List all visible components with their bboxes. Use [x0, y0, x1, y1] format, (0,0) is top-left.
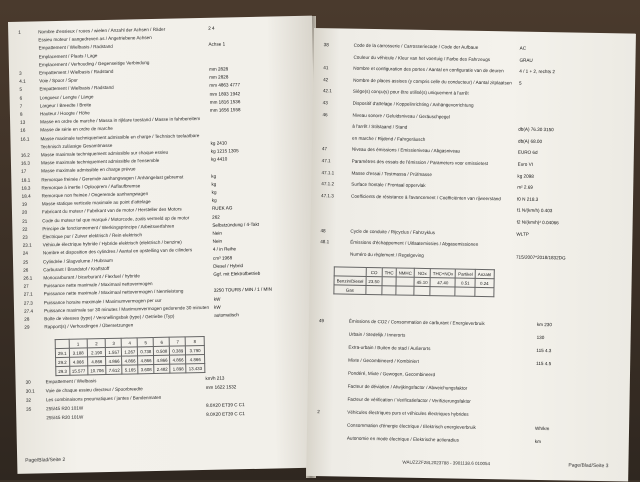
emission-header-cell: Anzahl [475, 269, 494, 278]
left-row-number: 5 [19, 87, 23, 93]
left-row-value: Nein [212, 238, 223, 244]
emission-cell: Benzin/Diesel [334, 276, 366, 286]
left-row-value: mm 2828 [209, 74, 229, 80]
right-row-number: 48.1 [320, 239, 330, 245]
gear-cell: 0.389 [170, 346, 186, 355]
left-row-label: Longueur / Lengte / Länge [39, 93, 94, 100]
left-row-value: 2 4 [208, 25, 215, 31]
emission-header-cell: NMHC [396, 268, 414, 277]
left-lower-row-value: 8.0X20 ET39 C C1 [206, 402, 245, 408]
left-row-value: 262 [212, 214, 220, 220]
left-footer: Page/Blad/Seite 2 [25, 456, 66, 464]
left-row-label: Remorque non freinée / Ongeremde aanhangwagen [41, 191, 149, 199]
left-row-value: mm 1816 1536 [209, 98, 241, 105]
left-lower-row-label: Empattement / Wielbasis [45, 378, 97, 385]
left-row-label: Masse maximale admissible en charge prévue [41, 166, 136, 174]
left-lower-row-label: Voie de chaque essieu directeur / Spoorbreedte [45, 386, 143, 394]
left-row-label: Nombre d'essieux / roues / wielen / Anzahl der Achsen / Räder [38, 26, 166, 35]
left-row-number: 23.1 [22, 242, 32, 248]
right-row-value: db(A) 68.00 [518, 138, 543, 144]
right-lower-row-value: km [534, 438, 541, 445]
gear-header-cell: 3 [106, 338, 122, 347]
gear-cell: 13.433 [186, 363, 205, 372]
left-row-number: 27.3 [23, 300, 33, 306]
gear-cell: 1.267 [122, 347, 138, 356]
gear-header-cell: 2 [87, 339, 106, 348]
left-row-value: kg [211, 181, 217, 187]
gear-ratio-table [55, 336, 206, 376]
left-row-number: 18.4 [21, 193, 31, 199]
left-row-label: Code du moteur tel que marqué / Motorcode, zoals vermeld op de motor [42, 214, 190, 223]
right-row-label: Coefficients de résistance à l'avancement / Coëfficiënten van rijweerstand [351, 193, 501, 202]
left-row-label: Monocarburant / bicarburant / Flexfuel / hybride [43, 273, 140, 281]
left-row-value: kg 2410 [210, 140, 227, 146]
gear-cell: 4.866 [69, 357, 88, 366]
left-row-number: 26 [23, 267, 29, 273]
right-row-value: 5 [519, 80, 522, 86]
left-row-label: Cylindrée / Slagvolume / Hubraum [42, 257, 114, 264]
left-row-label: Puissance maximale sur 30 minutes / Maximumvermogen gedurende 30 minuten [43, 304, 210, 314]
left-row-label: Carburant / Brandstof / Kraftstoff [43, 265, 110, 273]
left-row-label: Remorque freinée / Geremde aanhangwagen / Anhängelast gebremst [41, 173, 184, 182]
left-row-value: mm 2828 [208, 66, 229, 72]
gear-cell: 3.608 [138, 365, 154, 374]
left-row-label: Largeur / Breedte / Breite [39, 102, 92, 109]
right-row-number: 42 [323, 76, 329, 83]
right-row-label: Émissions d'échappement / Uitlaatemissies / Abgasemissionen [350, 239, 479, 248]
gear-cell: 29.1 [55, 348, 69, 357]
emission-cell [382, 286, 396, 295]
emission-cell [430, 287, 456, 296]
right-lower-row-number: 49 [318, 318, 325, 324]
left-row-number: 16.1 [20, 136, 30, 142]
left-lower-row-number: 35 [26, 406, 32, 412]
emission-cell: 0.51 [455, 278, 475, 287]
emission-cell [414, 286, 430, 295]
left-row-label: Hauteur / Hoogte / Höhe [39, 110, 90, 117]
right-lower-row-value: km 230 [536, 321, 552, 328]
left-row-number: 21 [22, 218, 28, 224]
left-row-label: Empattement / Wielbasis / Radstand [39, 68, 114, 76]
emission-cell [455, 287, 475, 296]
emission-cell [475, 287, 494, 296]
emission-header-cell: THC+NOx [430, 269, 456, 278]
right-row-number: 47 [321, 146, 328, 152]
left-lower-row-value: mm 1622 1532 [205, 384, 237, 390]
left-row-number: 27.1 [23, 291, 33, 298]
left-row-value: kg [211, 189, 217, 195]
right-lower-row-label: Pondéré, Mixte / Gewogen, Gecombineerd [347, 370, 436, 378]
right-row-label: Niveau sonore / Geluidsniveau / Geräuschpegel [352, 112, 451, 119]
emission-cell: 47.40 [430, 278, 456, 287]
left-row-label: Emplacement / Plaats / Lage [38, 52, 98, 59]
right-lower-row-value: 115 4.3 [536, 347, 552, 354]
left-row-number: 18.3 [21, 185, 31, 191]
right-row-label: Siège(s) conçu(s) pour être utilisé(s) uniquement à l'arrêt [352, 89, 469, 97]
emission-cell: 23.50 [366, 276, 382, 285]
right-lower-row-label: Mixte / Gecombineerd / Kombiniert [348, 357, 419, 364]
right-row-label: Paramètres des essais de l'émission / Parameters voor emissietest [351, 158, 489, 167]
left-row-label: Voie / Spoor / Spur [39, 77, 78, 84]
left-row-label: Emplacement / Verhouding / Gegenseitige Verbindung [38, 59, 150, 68]
emission-table-row [334, 285, 494, 297]
left-row-number: 28 [24, 316, 30, 322]
gear-cell: 4.866 [170, 355, 186, 364]
left-page [8, 16, 321, 474]
gear-cell: 15.577 [69, 366, 88, 375]
left-row-value: Nein [212, 230, 222, 236]
left-row-number: 27 [23, 283, 29, 289]
left-row-label: Essieu moteur / aangedreven as / Angetriebene Achsen [38, 35, 152, 43]
emission-cell: Gas [334, 285, 366, 295]
left-row-label: Masse statique verticale maximale au point d'attelage [41, 199, 151, 207]
left-row-label: Nombre et disposition des cylindres / Aantal en opstelling van de cilinders [42, 247, 193, 256]
right-row-value: f1 N/(km/h) 0.403 [516, 207, 553, 214]
left-lower-row-label: 255/45 R20 101W [46, 405, 84, 412]
emission-cell: 45.10 [414, 277, 430, 286]
gear-cell: 3.790 [186, 345, 205, 354]
left-row-label: Masse maximale techniquement admissible sur chaque essieu [40, 149, 169, 158]
left-row-label: Masse en ordre de marche / Massa in rijklare toestand / Masse in fahrbereitem [40, 116, 201, 125]
left-row-value: mm 4863 4777 [209, 82, 241, 89]
left-row-value: kg 4410 [210, 156, 228, 162]
right-row-label: Niveau des émissions / Emissieniveau / Abgasniveau [351, 147, 461, 154]
left-row-label: Véhicule électrique hybride / Hybride elektrisch (elektrisch / benzine) [42, 239, 182, 248]
right-row-number: 41 [323, 65, 329, 71]
emission-header-cell: NOx [414, 268, 430, 277]
right-row-label: Numéro du règlement / Regelgeving [350, 251, 424, 258]
gear-cell: 29.2 [56, 357, 70, 366]
right-row-label: Code de la carrosserie / Carrosseriecode / Code der Aufbaue [353, 42, 479, 50]
left-row-label: Masse maximale techniquement admissible de l'ensemble [40, 158, 160, 166]
right-row-value: WLTP [516, 231, 529, 237]
gear-table-row [56, 363, 205, 375]
left-row-number: 8 [19, 111, 23, 117]
left-row-label: Principe de fonctionnement / Werkingsprincipe / Arbeitsverfahren [42, 223, 175, 232]
right-row-label: Surface frontale / Frontaal oppervlak [351, 181, 426, 189]
left-rows [8, 16, 312, 330]
left-row-value: 4 / in Reihe [212, 246, 237, 253]
left-row-number: 22 [22, 226, 28, 232]
gear-cell: 4.866 [122, 356, 138, 365]
left-lower-row-value: km/h 213 [205, 375, 225, 381]
left-row-label: Masse maximale techniquement admissible en charge / Technisch toelaatbare [40, 132, 200, 141]
left-lower-row-number: 30 [25, 379, 31, 385]
right-row-number: 47.1.2 [321, 181, 335, 187]
right-lower-row-value: 115 4.5 [536, 360, 552, 367]
right-row-label: Nombre de places assises (y compris celle du conducteur) / Aantal zitplaatsen [353, 77, 512, 86]
right-row-label: Couleur du véhicule / Kleur van het voertuig / Farbe des Fahrzeugs [353, 54, 491, 62]
left-lower-row-value: 8.0X20 ET39 C C1 [206, 411, 245, 417]
left-row-number: 4.1 [19, 78, 26, 84]
gear-cell: 2.482 [154, 364, 170, 373]
left-row-value: kW [213, 304, 221, 310]
right-row-number: 47.1.1 [321, 169, 335, 175]
right-lower-row-value: Wh/km [535, 425, 550, 432]
left-row-value: kg [211, 197, 217, 203]
gear-cell: 4.866 [154, 355, 170, 364]
left-row-value: Selbstzündung / 4-Takt [212, 221, 260, 228]
right-lower-row-label: Urbain / Stedelijk / Innerorts [348, 331, 406, 338]
left-row-value: kW [213, 296, 221, 302]
gear-header-cell: 8 [186, 336, 205, 345]
right-lower-row-label: Émissions de CO2 / Consommation de carburant / Energieverbruik [348, 318, 485, 327]
left-row-value: Ggf. mit Elektrofbetrieb [213, 270, 261, 277]
emission-cell [396, 286, 414, 295]
gear-cell: 1.898 [170, 364, 186, 373]
left-row-value: automatisch [214, 312, 240, 318]
right-row-value: 4 / 1 + 2, rechts 2 [519, 68, 555, 75]
right-lower-row-label: Autonomie en mode électrique / Elektrische actieradius [346, 435, 459, 443]
left-row-value: Diesel / Hybrid [213, 262, 244, 269]
left-row-value: mm 1656 1558 [209, 107, 241, 113]
gear-header-cell: 4 [122, 338, 138, 347]
left-lower-row-number: 30.1 [25, 388, 35, 394]
left-row-value: cm³ 1968 [212, 254, 233, 261]
left-row-value: 3250 TOURS / MIN / 1 / MIN [213, 286, 273, 294]
right-lower-row-number: 2 [317, 409, 320, 415]
gear-cell: 1.557 [106, 347, 122, 356]
right-row-value: GRAU [519, 57, 533, 63]
left-row-number: 6 [19, 95, 23, 101]
left-row-label: Empattement / Wielbasis / Radstand [38, 44, 113, 51]
gear-header-cell: 6 [154, 337, 170, 346]
emission-header-cell: Partikel [456, 269, 476, 278]
left-row-value: RUEK AG [211, 205, 233, 212]
right-row-value: m² 2.69 [517, 184, 533, 191]
right-row-label: Masse d'essai / Testmassa / Prüfmasse [351, 170, 432, 177]
right-row-value: 715/2007*2018/1832DG [515, 254, 566, 261]
right-row-label: Cycle de conduite / Rijcyclus / Fahrzyklus [350, 228, 436, 235]
left-row-label: Remorque à inertie / Oplooprem / Auflaufbremse [41, 183, 141, 191]
emission-header-cell: CO [366, 267, 382, 276]
right-row-label: à l'arrêt / Stilstaand / Stand [352, 123, 408, 130]
emission-header-cell: THC [382, 268, 396, 277]
gear-cell: 5.165 [122, 365, 138, 374]
right-footer-code: WAUZZZF28L2023788 - 3901138.6 010054 [402, 459, 491, 467]
left-row-number: 3 [19, 70, 22, 76]
right-row-label: Dispositif d'attelage / Koppelinrichting / Anhängevorrichtung [352, 100, 474, 108]
right-page [306, 28, 636, 482]
left-row-label: Boîte de vitesses (type) / Versnellingsbak (type) / Getriebe (Typ) [44, 313, 175, 322]
right-lower-row-label: Extra-urbain / Buiten de stad / Außerorts [348, 344, 431, 352]
gear-cell: 0.738 [138, 347, 154, 356]
gear-cell: 0.508 [154, 346, 170, 355]
left-row-label: Rapport(s) / Verhoudingen / Übersetzungen [44, 322, 134, 330]
left-row-number: 26.1 [23, 275, 33, 281]
left-row-value: mm 1893 1942 [209, 90, 241, 97]
right-row-value: f2 N/(km/h)² 0.04066 [516, 219, 559, 226]
gear-cell: 4.866 [186, 354, 205, 363]
left-row-number: 16 [20, 128, 26, 134]
gear-header-cell: 1 [69, 339, 88, 348]
right-row-value: Euro VI [517, 161, 534, 167]
right-row-number: 43 [322, 100, 328, 106]
right-row-value: f0 N 218.3 [517, 196, 539, 202]
gear-header-cell: 5 [138, 338, 154, 347]
left-lower-row-label: 255/45 R20 101W [46, 414, 84, 421]
emission-cell [382, 277, 396, 286]
gear-cell: 29.3 [56, 366, 70, 375]
right-row-value: AC [519, 45, 527, 51]
left-lower-row-label: Les combinaisons pneumatiques / jantes / Bandenmaten [45, 394, 162, 403]
right-rows [314, 28, 636, 261]
emission-cell: 0.24 [475, 278, 494, 287]
left-row-number: 1 [18, 29, 21, 35]
left-row-number: 7 [19, 103, 23, 109]
right-lower-row-label: Véhicules électriques purs et véhicules électriques hybrides [347, 409, 469, 417]
gear-header-cell: 7 [170, 337, 186, 346]
left-row-label: Technisch zulässige Gesamtmasse [40, 142, 113, 150]
right-lower-row-label: Consommation d'énergie électrique / Elektrisch energieverbruik [347, 422, 476, 430]
right-lower-row-label: Facteur de vérification / Verificatiefactor / Verifizierungsfaktor [347, 396, 471, 404]
right-lower-row-label: Facteur de déviation / Afwijkingsfactor / Abweichungsfaktor [347, 383, 468, 391]
left-row-number: 24 [22, 251, 29, 257]
right-row-number: 46 [322, 111, 328, 117]
right-row-label: Nombre et configuration des portes / Aantal en configuratie van de deuren [353, 65, 504, 74]
gear-cell: 4.866 [106, 356, 122, 365]
right-row-label: en marche / Rijdend / Fahrgeräusch [352, 135, 426, 142]
left-lower-row-number: 32 [25, 397, 32, 403]
left-row-number: 23 [22, 234, 28, 240]
gear-cell: 10.706 [88, 366, 107, 375]
right-lower-row-value: 130 [536, 334, 545, 341]
emission-cell [366, 285, 382, 294]
left-row-label: Puissance horaire maximale / Maximumvermogen per uur [43, 297, 162, 305]
emission-cell [396, 277, 414, 286]
left-row-number: 17 [21, 169, 27, 175]
left-row-number: 29 [24, 324, 30, 330]
right-row-number: 47.1 [321, 158, 331, 164]
left-row-label: Masse de série en ordre de marche [40, 126, 113, 133]
right-row-number: 47.1.3 [321, 192, 334, 199]
left-row-number: 18.1 [21, 177, 31, 183]
gear-cell: 7.612 [106, 365, 122, 374]
gear-cell: 4.866 [138, 356, 154, 365]
gear-cell: 3.188 [69, 348, 88, 357]
left-row-number: 16.3 [20, 160, 30, 166]
left-row-number: 16.2 [20, 152, 30, 158]
right-footer: Page/Blad/Seite 3 [568, 462, 609, 470]
left-row-number: 27.4 [24, 308, 34, 314]
left-row-value: kg [211, 173, 217, 179]
right-row-number: 42.1 [322, 88, 332, 94]
emission-table [333, 266, 494, 297]
left-row-label: Électrique pur / Zuiver elektrisch / Rein elektrisch [42, 232, 143, 240]
left-row-number: 13 [20, 119, 26, 125]
gear-header-cell [55, 339, 69, 348]
right-row-value: EURO 6d [517, 149, 538, 156]
left-row-number: 19 [21, 201, 27, 207]
left-row-label: Empattement / Wielbasis / Radstand [39, 85, 114, 92]
right-row-number: 48 [320, 227, 326, 233]
right-row-value: db(A) 76.30 3150 [518, 126, 554, 133]
gear-cell: 4.866 [88, 357, 107, 366]
left-row-label: Puissance nette maximale / Maximaal nettovermogen [43, 281, 153, 289]
gear-cell: 2.190 [87, 348, 106, 357]
left-row-label: Puissance nette maximale / Maximaal nettovermogen / Nennleistung [43, 288, 184, 297]
right-row-value: kg 2098 [517, 173, 534, 179]
left-row-label: Fabricant du moteur / Fabrikant van de motor / Hersteller des Motors [41, 206, 182, 215]
right-row-number: 38 [323, 42, 329, 48]
left-row-value: kg 1215 1305 [210, 148, 239, 154]
left-row-number: 20 [21, 210, 28, 216]
left-row-value: Achse 1 [208, 41, 226, 48]
left-row-number: 25 [22, 259, 29, 265]
